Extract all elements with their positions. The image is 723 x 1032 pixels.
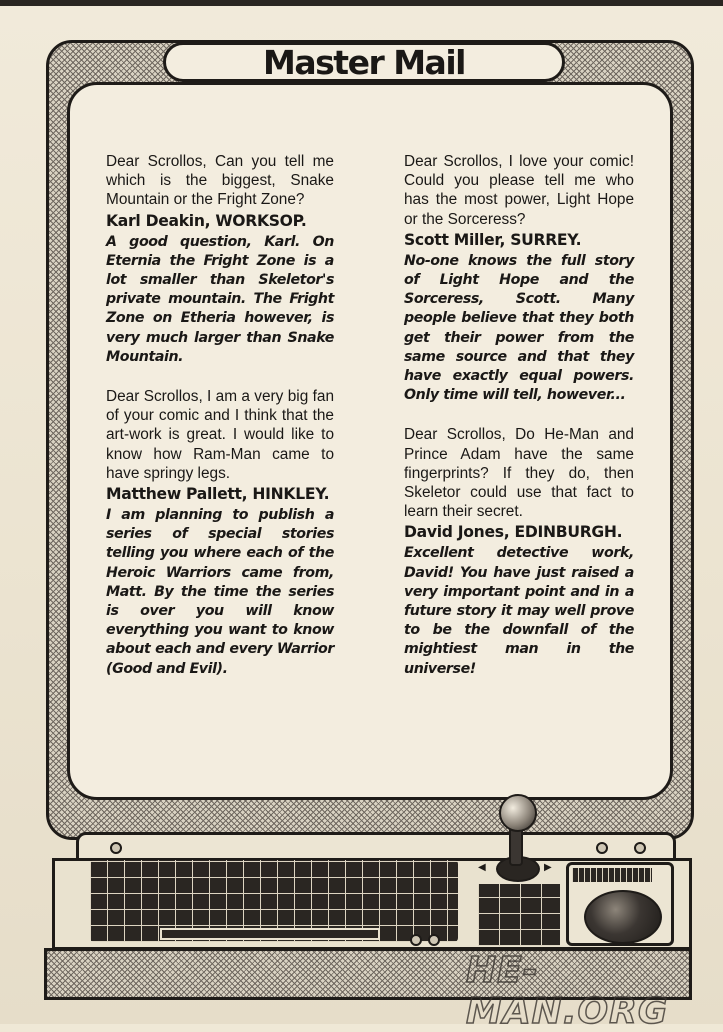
letter-signature: Matthew Pallett, HINKLEY. [106, 485, 330, 504]
console-indicator-light [634, 842, 646, 854]
arrow-right-icon: ▶ [544, 862, 552, 873]
letters-column-right [404, 152, 634, 699]
editor-reply: A good question, Karl. On Eternia the Fright Zone is a lot smaller than Skeletor's private mountain. The Fright Zone on Etheria however, is very much larger than Snake Mountain. [106, 233, 334, 365]
letter-block [106, 387, 334, 679]
console-button [410, 934, 422, 946]
letter-text: Dear Scrollos, I love your comic! Could you please tell me who has the most power, Light Hope or the Sorceress? [404, 153, 634, 228]
letters-column-left [106, 152, 334, 699]
letter-signature: Karl Deakin, WORKSOP. [106, 211, 307, 230]
letter-block [106, 152, 334, 367]
arrow-left-icon: ◀ [478, 862, 486, 873]
vent-slots [572, 868, 652, 882]
trackball-illustration [584, 890, 662, 944]
site-watermark: HE-MAN.ORG [466, 950, 669, 1032]
page-title: Master Mail [263, 42, 465, 82]
editor-reply: No-one knows the full story of Light Hope and the Sorceress, Scott. Many people believe that they both get their power from the same source and that they have exactly equal powers. Only time will tell, however... [404, 252, 634, 404]
letter-text: Dear Scrollos, Do He-Man and Prince Adam have the same fingerprints? If they do, then Skeletor could use that fact to learn their secret. [404, 426, 634, 521]
spacebar-illustration [160, 928, 380, 940]
letter-signature: Scott Miller, SURREY. [404, 230, 582, 249]
letter-block [404, 425, 634, 678]
editor-reply: I am planning to publish a series of special stories telling you where each of the Heroic Warriors came from, Matt. By the time the series is over you will know everything you want to know about each and every Warrior (Good and Evil). [106, 507, 334, 677]
letter-signature: David Jones, EDINBURGH. [404, 523, 623, 542]
console-indicator-light [110, 842, 122, 854]
keypad-illustration [478, 884, 560, 946]
title-banner [163, 42, 565, 82]
console-indicator-light [596, 842, 608, 854]
letter-block [404, 152, 634, 405]
editor-reply: Excellent detective work, David! You have just raised a very important point and in a future story it may well prove to be the downfall of the mightiest man in the universe! [404, 545, 634, 677]
letter-text: Dear Scrollos, Can you tell me which is the biggest, Snake Mountain or the Fright Zone? [106, 153, 334, 209]
page-top-edge [0, 0, 723, 6]
joystick-knob [499, 794, 537, 832]
console-button [428, 934, 440, 946]
letter-text: Dear Scrollos, I am a very big fan of your comic and I think that the art-work is great. I would like to know how Ram-Man came to have springy legs. [106, 388, 334, 482]
